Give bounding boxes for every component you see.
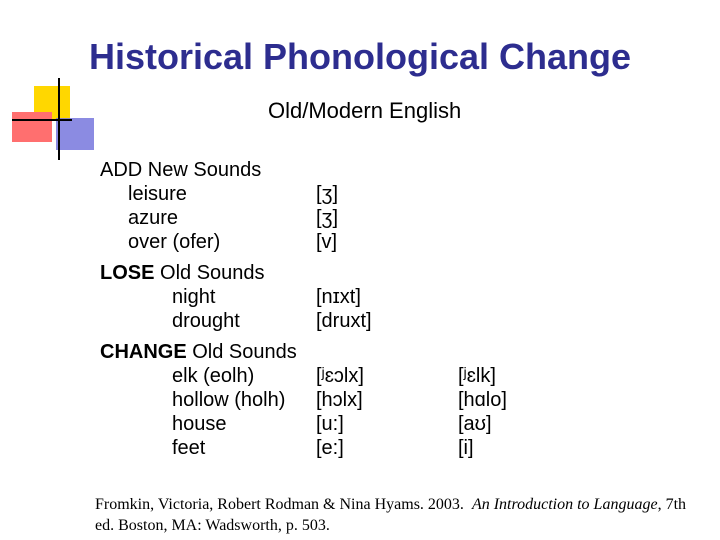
- change-header: [100, 340, 297, 364]
- decorative-squares: [0, 0, 100, 170]
- change-header-keyword: CHANGE: [100, 341, 187, 363]
- change-ipa-old-4: [e:]: [316, 437, 344, 459]
- citation-authors: Fromkin, Victoria, Robert Rodman & Nina Hyams. 2003.: [95, 496, 464, 513]
- horizontal-rule: [12, 119, 72, 121]
- slide-title: Historical Phonological Change: [88, 36, 632, 77]
- add-word-2: azure: [128, 207, 179, 229]
- add-word-1: leisure: [128, 183, 187, 205]
- citation: [95, 494, 695, 536]
- lose-header: [100, 261, 265, 285]
- lose-word-1: night: [172, 286, 216, 308]
- change-ipa-new-4: [i]: [458, 437, 474, 459]
- add-ipa-2: [ʒ]: [316, 207, 339, 229]
- add-header: [100, 158, 261, 182]
- lose-ipa-1: [nɪxt]: [316, 286, 361, 308]
- add-header-text: New Sounds: [142, 159, 262, 181]
- change-word-2: hollow (holh): [172, 389, 286, 411]
- change-ipa-new-2: [hɑlo]: [458, 389, 507, 411]
- change-ipa-old-2: [hɔlx]: [316, 389, 363, 411]
- change-ipa-old-1: [ʲɛɔlx]: [316, 365, 364, 387]
- citation-book-title: An Introduction to Language: [471, 496, 658, 513]
- change-word-3: house: [172, 413, 227, 435]
- change-ipa-new-3: [aʊ]: [458, 413, 492, 435]
- change-ipa-new-1: [ʲɛlk]: [458, 365, 496, 387]
- add-ipa-3: [v]: [316, 231, 338, 253]
- change-word-4: feet: [172, 437, 206, 459]
- lose-header-text: Old Sounds: [154, 262, 265, 284]
- blue-square: [56, 118, 94, 150]
- lose-ipa-2: [druxt]: [316, 310, 372, 332]
- change-header-text: Old Sounds: [186, 341, 297, 363]
- lose-word-2: drought: [172, 310, 240, 332]
- change-word-1: elk (eolh): [172, 365, 255, 387]
- slide-subtitle: Old/Modern English: [268, 98, 462, 123]
- add-word-3: over (ofer): [128, 231, 221, 253]
- add-ipa-1: [ʒ]: [316, 183, 339, 205]
- add-header-keyword: ADD: [100, 159, 143, 181]
- lose-header-keyword: LOSE: [100, 262, 155, 284]
- change-ipa-old-3: [u:]: [316, 413, 344, 435]
- citation-publication: , 7th ed. Boston, MA: Wadsworth, p. 503.: [95, 496, 687, 534]
- red-square: [12, 112, 52, 142]
